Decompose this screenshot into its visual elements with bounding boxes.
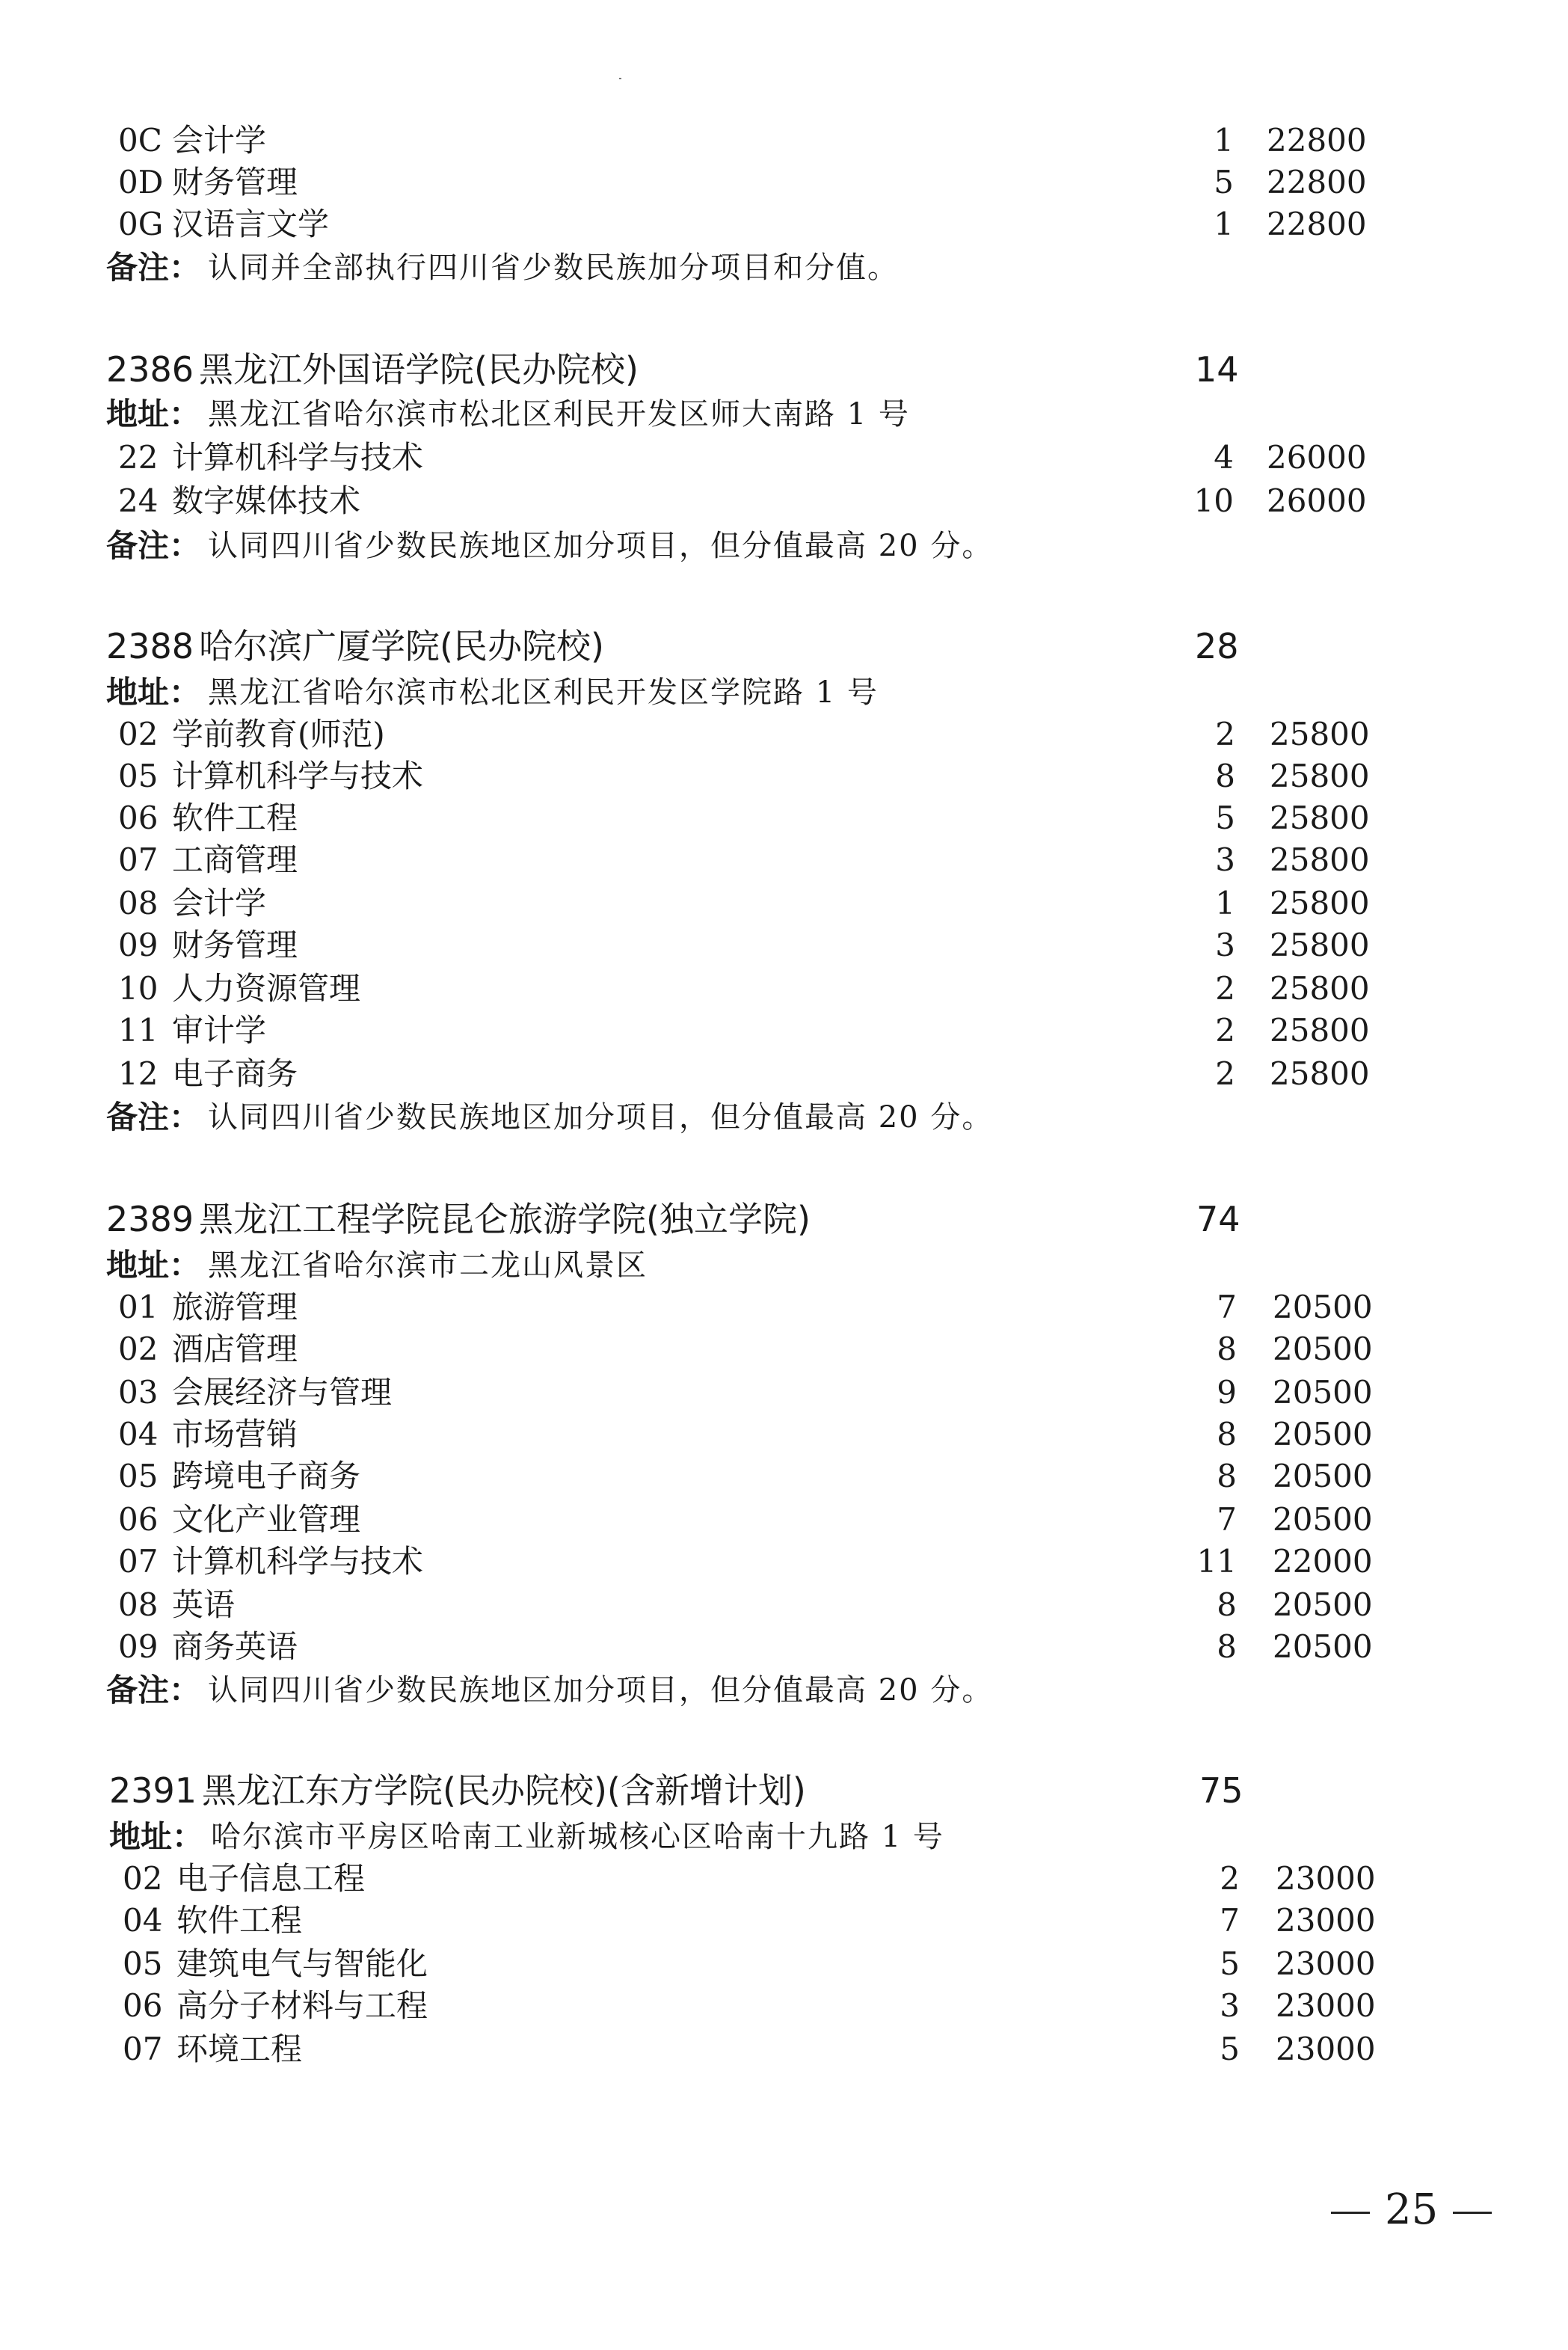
tuition-fee: 22800 [1267,206,1367,242]
tuition-fee: 20500 [1273,1501,1373,1538]
school-name: 黑龙江东方学院(民办院校)(含新增计划) [202,1770,806,1811]
tuition-fee: 22000 [1273,1543,1373,1580]
major-name: 环境工程 [176,2031,303,2067]
page-number [1316,2184,1507,2236]
major-code: 02 [123,1860,163,1897]
school-total-count: 14 [1195,349,1239,390]
enrollment-count: 8 [1217,1586,1237,1623]
major-name: 英语 [172,1586,236,1623]
note-label: 备注： [106,1672,201,1708]
major-code: 05 [118,758,159,794]
major-code: 12 [118,1055,159,1092]
enrollment-count: 8 [1217,1416,1237,1452]
major-code: 0D [118,164,164,200]
note-label: 备注： [106,1099,201,1135]
major-name: 财务管理 [172,927,298,963]
major-code: 05 [118,1458,159,1494]
school-code: 2386 [106,349,194,390]
major-code: 02 [118,1331,159,1367]
tuition-fee: 20500 [1273,1458,1373,1494]
tuition-fee: 22800 [1267,122,1367,159]
address-label: 地址： [106,396,201,432]
major-name: 高分子材料与工程 [176,1987,428,2024]
enrollment-count: 2 [1215,716,1235,752]
enrollment-count: 3 [1220,1987,1240,2024]
enrollment-count: 5 [1220,2031,1240,2067]
tuition-fee: 20500 [1273,1374,1373,1411]
note-text: 认同并全部执行四川省少数民族加分项目和分值。 [208,251,899,285]
major-code: 08 [118,1586,159,1623]
tuition-fee: 23000 [1276,2031,1376,2067]
major-name: 软件工程 [172,800,298,836]
major-name: 数字媒体技术 [172,482,361,519]
tuition-fee: 26000 [1267,439,1367,476]
tuition-fee: 25800 [1270,1055,1370,1092]
major-code: 22 [118,439,159,476]
major-name: 人力资源管理 [172,970,361,1007]
enrollment-count: 7 [1217,1501,1237,1538]
address-text: 哈尔滨市平房区哈南工业新城核心区哈南十九路 1 号 [211,1820,944,1854]
major-name: 文化产业管理 [172,1501,361,1538]
tuition-fee: 25800 [1270,1012,1370,1049]
major-code: 06 [118,800,159,836]
page-number-dash-right [1453,2212,1492,2214]
school-code: 2391 [109,1770,197,1811]
major-code: 07 [123,2031,163,2067]
major-code: 03 [118,1374,159,1411]
major-code: 04 [123,1902,163,1939]
major-name: 会展经济与管理 [172,1374,393,1411]
major-name: 计算机科学与技术 [172,439,424,476]
enrollment-count: 8 [1217,1628,1237,1665]
major-code: 11 [118,1012,159,1049]
enrollment-count: 4 [1214,439,1234,476]
enrollment-count: 7 [1220,1902,1240,1939]
major-code: 06 [123,1987,163,2024]
enrollment-count: 1 [1215,885,1235,921]
tuition-fee: 25800 [1270,758,1370,794]
major-name: 工商管理 [172,841,298,878]
tuition-fee: 23000 [1276,1945,1376,1982]
major-name: 审计学 [172,1012,267,1049]
major-code: 10 [118,970,159,1007]
enrollment-count: 1 [1214,122,1234,159]
tuition-fee: 23000 [1276,1860,1376,1897]
enrollment-count: 5 [1220,1945,1240,1982]
major-name: 计算机科学与技术 [172,758,424,794]
major-name: 学前教育(师范) [172,716,385,752]
major-code: 0C [118,122,162,159]
major-code: 09 [118,1628,159,1665]
enrollment-count: 3 [1215,927,1235,963]
school-name: 哈尔滨广厦学院(民办院校) [199,626,604,666]
tuition-fee: 25800 [1270,716,1370,752]
major-code: 04 [118,1416,159,1452]
page-number-dash-left [1331,2212,1370,2214]
major-code: 08 [118,885,159,921]
address-label: 地址： [106,1247,201,1283]
tuition-fee: 26000 [1267,482,1367,519]
tuition-fee: 25800 [1270,841,1370,878]
tuition-fee: 20500 [1273,1628,1373,1665]
school-name: 黑龙江外国语学院(民办院校) [199,349,639,390]
major-name: 商务英语 [172,1628,298,1665]
major-name: 会计学 [172,885,267,921]
enrollment-count: 8 [1217,1458,1237,1494]
school-name: 黑龙江工程学院昆仑旅游学院(独立学院) [199,1199,811,1239]
enrollment-count: 2 [1215,970,1235,1007]
address-label: 地址： [106,674,201,711]
major-code: 07 [118,1543,159,1580]
tuition-fee: 23000 [1276,1987,1376,2024]
note-label: 备注： [106,527,201,564]
school-total-count: 28 [1195,626,1239,666]
school-total-count: 75 [1199,1770,1243,1811]
major-name: 财务管理 [172,164,298,200]
major-code: 02 [118,716,159,752]
major-name: 电子商务 [172,1055,298,1092]
note-text: 认同四川省少数民族地区加分项目，但分值最高 20 分。 [208,529,994,563]
enrollment-count: 5 [1214,164,1234,200]
major-name: 旅游管理 [172,1289,298,1325]
enrollment-count: 8 [1215,758,1235,794]
tuition-fee: 22800 [1267,164,1367,200]
tuition-fee: 25800 [1270,927,1370,963]
tuition-fee: 25800 [1270,885,1370,921]
tuition-fee: 20500 [1273,1289,1373,1325]
tuition-fee: 25800 [1270,970,1370,1007]
school-code: 2389 [106,1199,194,1239]
major-code: 06 [118,1501,159,1538]
enrollment-count: 11 [1196,1543,1237,1580]
enrollment-count: 7 [1217,1289,1237,1325]
major-name: 建筑电气与智能化 [176,1945,428,1982]
major-name: 电子信息工程 [176,1860,366,1897]
school-total-count: 74 [1196,1199,1240,1239]
note-label: 备注： [106,249,201,286]
address-text: 黑龙江省哈尔滨市二龙山风景区 [208,1248,648,1283]
major-code: 05 [123,1945,163,1982]
major-code: 07 [118,841,159,878]
note-text: 认同四川省少数民族地区加分项目，但分值最高 20 分。 [208,1673,994,1708]
major-name: 汉语言文学 [172,206,330,242]
enrollment-count: 10 [1193,482,1234,519]
major-name: 酒店管理 [172,1331,298,1367]
enrollment-count: 2 [1215,1055,1235,1092]
major-name: 跨境电子商务 [172,1458,361,1494]
major-name: 会计学 [172,122,267,159]
major-code: 0G [118,206,164,242]
enrollment-count: 5 [1215,800,1235,836]
tuition-fee: 20500 [1273,1586,1373,1623]
enrollment-count: 1 [1214,206,1234,242]
note-text: 认同四川省少数民族地区加分项目，但分值最高 20 分。 [208,1100,994,1135]
tuition-fee: 20500 [1273,1416,1373,1452]
school-code: 2388 [106,626,194,666]
enrollment-count: 2 [1215,1012,1235,1049]
tuition-fee: 25800 [1270,800,1370,836]
scan-speck [619,78,621,79]
enrollment-count: 3 [1215,841,1235,878]
major-code: 01 [118,1289,159,1325]
major-name: 计算机科学与技术 [172,1543,424,1580]
major-code: 24 [118,482,159,519]
enrollment-count: 8 [1217,1331,1237,1367]
address-label: 地址： [109,1818,204,1855]
major-code: 09 [118,927,159,963]
tuition-fee: 20500 [1273,1331,1373,1367]
enrollment-count: 9 [1217,1374,1237,1411]
address-text: 黑龙江省哈尔滨市松北区利民开发区学院路 1 号 [208,675,879,710]
tuition-fee: 23000 [1276,1902,1376,1939]
enrollment-count: 2 [1220,1860,1240,1897]
page-number-value: 25 [1385,2185,1439,2234]
address-text: 黑龙江省哈尔滨市松北区利民开发区师大南路 1 号 [208,397,910,432]
major-name: 市场营销 [172,1416,298,1452]
major-name: 软件工程 [176,1902,303,1939]
